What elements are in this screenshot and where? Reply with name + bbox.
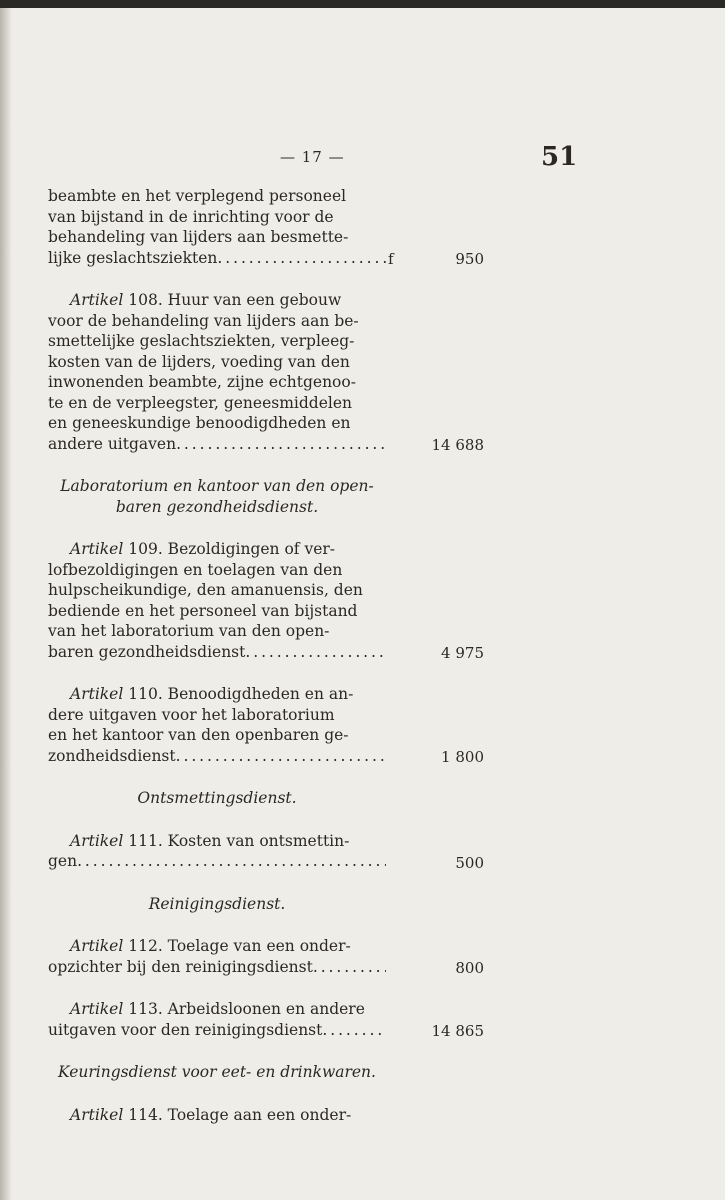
text-line: baren gezondheidsdienst [48,642,246,661]
text-line: andere uitgaven [48,434,177,453]
amount: 14 688 [431,436,484,454]
stamp-number: 51 [541,142,578,172]
text-line: lijke geslachtsziekten [48,248,218,267]
leader-dots [245,642,386,663]
text-line: en het kantoor van den openbaren ge- [48,726,349,744]
artikel-label: Artikel [70,540,124,558]
leader-dots [313,957,386,978]
text-line: opzichter bij den reinigingsdienst [48,957,313,976]
amount: 14 865 [431,1022,484,1040]
text-line: kosten van de lijders, voeding van den [48,352,350,371]
text-line: hulpscheikundige, den amanuensis, den [48,581,363,599]
leader-dots [217,248,386,269]
text-line: van het laboratorium van den open- [48,622,330,640]
amount: 500 [455,853,484,872]
text-line: en geneeskundige benoodigdheden en [48,414,351,432]
currency-symbol: f [388,250,394,268]
entry-artikel-113: Artikel 113. Arbeidsloonen en andere uitgaven voor den reinigingsdienst . . . 14 865 [48,999,484,1040]
entry-artikel-108: Artikel 108. Huur van een gebouw voor de behandeling van lijders aan be- smettelijke geslachtsziekten, verpleeg- kosten van de lijders, voeding van den inwonenden beambte, zijne echtgenoo- te en de verpleegster, geneesmiddelen en geneeskundige benoodigdheden en andere uitgaven . . . 14 688 [48,290,484,454]
section-heading: Keuringsdienst voor eet- en drinkwaren. [58,1063,376,1081]
leader-dots [176,746,386,767]
page-edge [0,8,12,1200]
artikel-label: Artikel [70,1105,124,1124]
artikel-label: Artikel [70,685,124,703]
document-page [0,8,725,1200]
text-line: lofbezoldigingen en toelagen van den [48,560,343,579]
section-heading: Reinigingsdienst. [148,894,286,913]
text-line: uitgaven voor den reinigingsdienst [48,1020,323,1039]
artikel-label: Artikel [70,1000,124,1018]
entry-artikel-112: Artikel 112. Toelage van een onder- opzichter bij den reinigingsdienst . . . 800 [48,936,484,977]
text-line: beambte en het verplegend personeel [48,187,347,205]
artikel-label: Artikel [70,937,124,955]
leader-dots [176,434,386,455]
section-heading: Ontsmettingsdienst. [137,789,297,807]
page-number: — 17 — [280,148,345,166]
text-line: zondheidsdienst [48,746,176,765]
entry-artikel-109: Artikel 109. Bezoldigingen of ver- lofbezoldigingen en toelagen van den hulpscheikundige, den amanuensis, den bediende en het personeel van bijstand van het laboratorium van den open- baren gezondheidsdienst . . . 4 975 [48,539,484,662]
amount: 4 975 [441,644,484,662]
text-line: van bijstand in de inrichting voor de [48,207,334,226]
leader-dots [322,1020,386,1041]
text-line: gen [48,852,78,870]
amount: 800 [455,959,484,977]
amount: 1 800 [441,748,484,766]
artikel-label: Artikel [70,291,124,309]
text-line: dere uitgaven voor het laboratorium [48,705,335,724]
entry-artikel-110: Artikel 110. Benoodigdheden en an- dere uitgaven voor het laboratorium en het kantoor van den openbaren ge- zondheidsdienst . . . 1 800 [48,684,484,766]
amount: 950 [455,250,484,268]
entry-intro [48,186,484,268]
text-line: inwonenden beambte, zijne echtgenoo- [48,373,356,391]
budget-text [48,186,484,1125]
section-heading: Laboratorium en kantoor van den open- baren gezondheidsdienst. [60,477,374,516]
text-line: te en de verpleegster, geneesmiddelen [48,393,352,412]
text-line: smettelijke geslachtsziekten, verpleeg- [48,332,355,350]
entry-artikel-114: Artikel 114. Toelage aan een onder- [70,1105,352,1124]
artikel-label: Artikel [70,831,124,850]
text-line: voor de behandeling van lijders aan be- [48,311,359,330]
text-line: behandeling van lijders aan besmette- [48,228,349,246]
entry-artikel-111: Artikel 111. Kosten van ontsmettin- gen . . . 500 [48,831,484,872]
leader-dots [77,851,386,872]
text-line: bediende en het personeel van bijstand [48,601,358,620]
